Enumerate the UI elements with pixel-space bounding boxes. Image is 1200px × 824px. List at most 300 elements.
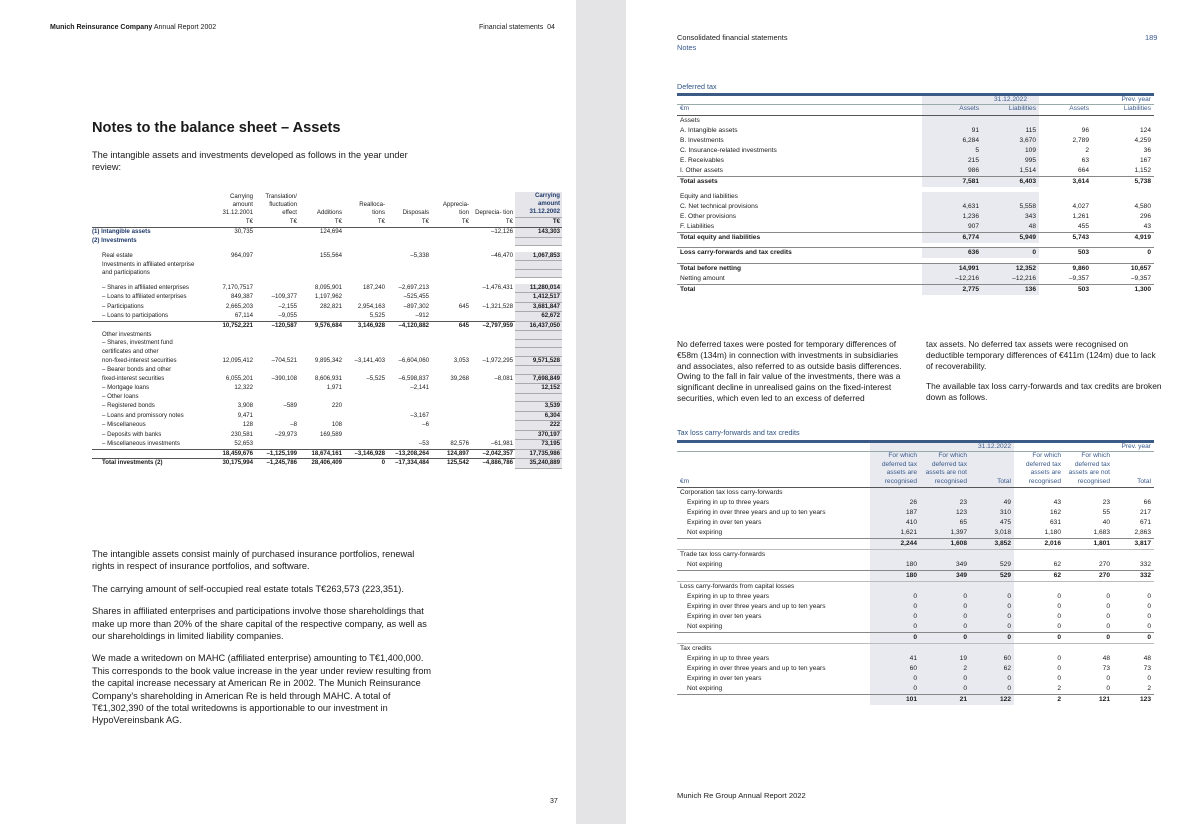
value-cell: 43: [1143, 222, 1151, 230]
row-label: fixed-interest securities: [102, 374, 165, 382]
value-cell: [299, 339, 344, 348]
value-cell: [344, 228, 387, 238]
row-label: Equity and liabilities: [680, 192, 738, 200]
value-cell: 115: [982, 126, 1039, 136]
unit-cell: T€: [255, 218, 299, 228]
value-cell: 0: [1057, 613, 1061, 621]
value-cell: 296: [1139, 212, 1151, 220]
table-row: [677, 518, 1154, 528]
value-cell: 0: [920, 674, 970, 684]
value-cell: 82,576: [450, 439, 469, 447]
value-cell: 5,743: [1039, 232, 1092, 243]
value-cell: [387, 269, 431, 278]
value-cell: –912: [415, 311, 429, 319]
value-cell: [299, 366, 344, 375]
value-cell: 0: [920, 684, 970, 695]
value-cell: 0: [970, 602, 1014, 612]
value-cell: [431, 269, 471, 278]
value-cell: [387, 339, 431, 348]
value-cell: –2,141: [410, 384, 429, 391]
value-cell: 18,674,161: [299, 449, 344, 459]
value-cell: –8: [290, 421, 297, 428]
value-cell: 0: [1092, 248, 1154, 259]
value-cell: [431, 284, 471, 293]
table-row: [677, 550, 1154, 561]
value-cell: 282,821: [319, 302, 342, 310]
value-cell: [431, 393, 471, 402]
row-label: Total before netting: [677, 263, 922, 274]
table-row: [92, 430, 562, 440]
value-cell: [387, 366, 431, 375]
value-cell: [982, 192, 1039, 202]
value-cell: [344, 269, 387, 278]
value-cell: [431, 348, 471, 357]
value-cell: 5,949: [982, 232, 1039, 243]
value-cell: 0: [970, 622, 1014, 633]
value-cell: [471, 384, 515, 394]
value-cell: –1,321,528: [482, 302, 513, 310]
value-cell: 503: [1039, 284, 1092, 295]
value-cell: [210, 269, 255, 278]
value-cell: 60: [870, 664, 920, 674]
table-row: [92, 331, 562, 340]
tax-loss-title: Tax loss carry-forwards and tax credits: [677, 428, 800, 437]
value-cell: [387, 228, 431, 238]
table-row: [92, 356, 562, 366]
value-cell: [920, 582, 970, 593]
value-cell: [471, 411, 515, 421]
value-cell: –704,521: [271, 356, 297, 364]
date-prev: Prev. year: [1092, 96, 1154, 105]
table-row: [677, 582, 1154, 593]
value-cell: 12,352: [982, 263, 1039, 274]
spacer: [920, 443, 970, 452]
right-header: [677, 33, 788, 53]
value-cell: [1014, 550, 1064, 561]
value-cell: –2,155: [278, 302, 297, 310]
table-row: [677, 212, 1154, 222]
value-cell: 0: [870, 674, 920, 684]
table-row: [677, 644, 1154, 655]
spacer: [1014, 443, 1064, 452]
value-cell: –4,120,882: [387, 321, 431, 331]
value-cell: [431, 252, 471, 261]
value-cell: 8,606,931: [314, 374, 342, 382]
value-cell: 664: [1077, 166, 1089, 174]
value-cell: [920, 644, 970, 655]
value-cell: –6: [422, 421, 429, 428]
value-cell: 39,268: [450, 374, 469, 382]
row-label: Tax credits: [677, 644, 870, 655]
value-cell: 222: [515, 421, 562, 431]
table-row: [677, 115, 1154, 126]
value-cell: [922, 115, 982, 126]
row-label: [677, 633, 870, 644]
table-row: [92, 339, 562, 348]
row-label: Total: [677, 284, 922, 295]
value-cell: 0: [920, 602, 970, 612]
value-cell: 0: [1147, 623, 1151, 631]
value-cell: 0: [1106, 603, 1110, 611]
value-cell: 1,197,962: [314, 293, 342, 300]
value-cell: 2,244: [870, 539, 920, 550]
row-label: – Loans and promissory notes: [102, 411, 184, 419]
value-cell: 1,300: [1092, 284, 1154, 295]
table-row: [677, 664, 1154, 674]
column-header: Total: [1113, 452, 1154, 488]
value-cell: [255, 384, 299, 394]
value-cell: 55: [1102, 509, 1110, 517]
value-cell: –2,697,213: [398, 283, 429, 291]
value-cell: [970, 644, 1014, 655]
value-cell: 9,895,342: [314, 356, 342, 364]
value-cell: 124: [1139, 126, 1151, 134]
left-header-section: [479, 24, 555, 31]
value-cell: [1014, 582, 1064, 593]
table-row: [677, 498, 1154, 508]
value-cell: –1,245,786: [255, 459, 299, 469]
value-cell: 49: [970, 498, 1014, 508]
value-cell: 10,657: [1092, 263, 1154, 274]
value-cell: 1,261: [1072, 212, 1089, 220]
row-label: – Loans to affiliated enterprises: [102, 293, 187, 300]
row-label: Expiring in over three years and up to ten years: [687, 665, 826, 673]
table-row: [92, 302, 562, 312]
value-cell: 645: [458, 302, 469, 310]
table-row: [677, 202, 1154, 212]
row-label: [92, 321, 210, 331]
value-cell: 23: [920, 498, 970, 508]
unit-cell: Assets: [1039, 105, 1092, 116]
value-cell: [299, 411, 344, 421]
paragraph: Shares in affiliated enterprises and participations involve those shareholdings that make up more than 20% of the share capital of the respective company, as well as our shareholdings in limited liability companies.: [92, 606, 427, 642]
value-cell: 332: [1139, 561, 1151, 569]
value-cell: [344, 348, 387, 357]
value-cell: [255, 284, 299, 293]
value-cell: 0: [1057, 675, 1061, 683]
value-cell: 0: [970, 674, 1014, 684]
table-row: [92, 312, 562, 322]
value-cell: [1092, 192, 1154, 202]
paragraph: The carrying amount of self-occupied real estate totals T€263,573 (223,351).: [92, 583, 404, 594]
value-cell: [344, 421, 387, 431]
value-cell: [344, 402, 387, 412]
value-cell: [210, 261, 255, 270]
unit-cell: [92, 218, 210, 228]
table-row: [92, 402, 562, 412]
row-label: [92, 449, 210, 459]
value-cell: 0: [1147, 675, 1151, 683]
unit-cell: T€: [387, 218, 431, 228]
value-cell: 124,897: [431, 449, 471, 459]
value-cell: [970, 488, 1014, 499]
value-cell: 2: [1014, 695, 1064, 706]
header-sub: Notes: [677, 43, 697, 52]
value-cell: [210, 393, 255, 402]
table-row: [92, 411, 562, 421]
right-page: [626, 0, 1200, 824]
value-cell: 0: [1106, 675, 1110, 683]
value-cell: 6,403: [982, 176, 1039, 187]
value-cell: [1092, 115, 1154, 126]
value-cell: 1,683: [1093, 529, 1110, 537]
value-cell: [299, 348, 344, 357]
value-cell: [255, 393, 299, 402]
value-cell: –53: [418, 439, 429, 447]
value-cell: 52,653: [234, 439, 253, 447]
value-cell: –8,081: [494, 374, 513, 382]
value-cell: 48: [1143, 655, 1151, 663]
table-row: [677, 508, 1154, 518]
value-cell: [210, 366, 255, 375]
value-cell: 0: [920, 622, 970, 633]
text-column-left: No deferred taxes were posted for temporary differences of €58m (134m) in connection with investments in subsidiaries and associates, also referred to as outside basis differences. Owing to the fall in fair value of the investments, there was a significant decline in unrealised gains on the fixed-interest securities, which even led to an excess of deferred: [677, 339, 902, 403]
column-header: Deprecia- tion: [475, 208, 513, 216]
value-cell: 28,406,409: [299, 459, 344, 469]
value-cell: 5,738: [1092, 176, 1154, 187]
value-cell: [1113, 644, 1154, 655]
value-cell: 2,863: [1134, 529, 1151, 537]
value-cell: 230,581: [230, 430, 253, 438]
table-row: [92, 384, 562, 394]
value-cell: [344, 440, 387, 450]
row-label: E. Other provisions: [680, 212, 737, 220]
value-cell: [515, 393, 562, 402]
table-row: [92, 261, 562, 270]
value-cell: –61,981: [490, 439, 513, 447]
row-label: non-fixed-interest securities: [102, 356, 177, 364]
value-cell: [515, 366, 562, 375]
column-header: Carrying amount 31.12.2001: [222, 192, 253, 216]
row-label: F. Liabilities: [680, 222, 715, 230]
value-cell: [515, 331, 562, 340]
value-cell: 455: [1077, 222, 1089, 230]
value-cell: 128: [242, 421, 253, 428]
value-cell: 108: [331, 421, 342, 428]
value-cell: 1,514: [982, 166, 1039, 177]
value-cell: 1,608: [920, 539, 970, 550]
value-cell: 14,991: [922, 263, 982, 274]
table-row: [92, 237, 562, 246]
value-cell: 41: [870, 654, 920, 664]
value-cell: [970, 550, 1014, 561]
table-row: [677, 684, 1154, 695]
value-cell: 0: [1057, 623, 1061, 631]
value-cell: [471, 312, 515, 322]
table-units-row: [92, 218, 562, 228]
header-section: Financial statements: [479, 24, 544, 31]
value-cell: 180: [870, 571, 920, 582]
value-cell: [1064, 488, 1113, 499]
value-cell: [299, 331, 344, 340]
value-cell: –9,055: [278, 311, 297, 319]
value-cell: 8,095,901: [314, 283, 342, 291]
table-row: [677, 602, 1154, 612]
value-cell: [431, 293, 471, 303]
value-cell: 162: [1049, 509, 1061, 517]
row-label: Corporation tax loss carry-forwards: [680, 489, 783, 497]
row-label: Total investments (2): [92, 459, 210, 469]
value-cell: [387, 402, 431, 412]
value-cell: 636: [922, 248, 982, 259]
value-cell: 0: [970, 592, 1014, 602]
table-row: [677, 560, 1154, 571]
value-cell: 121: [1064, 695, 1113, 706]
value-cell: [471, 339, 515, 348]
value-cell: 1,067,853: [515, 252, 562, 261]
value-cell: [970, 582, 1014, 593]
value-cell: [344, 261, 387, 270]
table-row: [92, 293, 562, 303]
value-cell: 2: [1057, 685, 1061, 693]
value-cell: 0: [920, 633, 970, 644]
spacer: [870, 443, 920, 452]
value-cell: 4,027: [1072, 202, 1089, 210]
spacer: [1039, 96, 1092, 105]
table-row: [677, 176, 1154, 187]
value-cell: 907: [922, 222, 982, 233]
value-cell: 529: [970, 560, 1014, 571]
value-cell: –2,797,959: [471, 321, 515, 331]
paragraph: tax assets. No deferred tax assets were recognised on deductible temporary differences of €411m (124m) due to lack of recoverability.: [926, 339, 1156, 371]
left-body-text: [92, 548, 437, 727]
value-cell: [299, 269, 344, 278]
value-cell: 964,097: [230, 251, 253, 259]
paragraph: The intangible assets consist mainly of purchased insurance portfolios, renewal rights in respect of insurance portfolios, and software.: [92, 549, 415, 572]
row-label: – Registered bonds: [102, 402, 155, 409]
value-cell: [1113, 488, 1154, 499]
table-row: [677, 571, 1154, 582]
value-cell: 167: [1139, 156, 1151, 164]
value-cell: [255, 237, 299, 246]
value-cell: –6,604,060: [398, 356, 429, 364]
value-cell: [299, 393, 344, 402]
table-row: [677, 263, 1154, 274]
column-header: For which deferred tax assets are not recognised: [920, 452, 970, 488]
row-label: Assets: [680, 116, 700, 124]
value-cell: 4,580: [1134, 202, 1151, 210]
value-cell: [870, 644, 920, 655]
value-cell: 4,919: [1092, 232, 1154, 243]
value-cell: 4,259: [1134, 136, 1151, 144]
value-cell: [255, 366, 299, 375]
value-cell: 35,240,889: [515, 459, 562, 469]
value-cell: 12,152: [515, 384, 562, 394]
row-label: Expiring in over ten years: [687, 675, 762, 683]
value-cell: –3,146,928: [344, 449, 387, 459]
value-cell: 3,817: [1113, 539, 1154, 550]
table-row: [92, 321, 562, 331]
value-cell: [920, 488, 970, 499]
row-label: – Loans to participations: [102, 311, 169, 319]
value-cell: [299, 261, 344, 270]
table-row: [677, 126, 1154, 136]
value-cell: 43: [1053, 499, 1061, 507]
table-row: [677, 248, 1154, 259]
row-label: – Deposits with banks: [102, 430, 162, 438]
unit-cell: €m: [677, 105, 922, 116]
value-cell: 10,752,221: [210, 321, 255, 331]
value-cell: –5,338: [410, 251, 429, 259]
value-cell: –109,377: [271, 293, 297, 300]
value-cell: 7,170,7517: [222, 283, 253, 291]
unit-cell: T€: [471, 218, 515, 228]
table-row: [677, 156, 1154, 166]
value-cell: 187,240: [362, 283, 385, 291]
row-label: [677, 571, 870, 582]
value-cell: 4,631: [922, 202, 982, 212]
value-cell: 40: [1102, 519, 1110, 527]
row-label: [677, 695, 870, 706]
value-cell: 0: [1057, 655, 1061, 663]
value-cell: 19: [920, 654, 970, 664]
value-cell: 12,095,412: [222, 356, 253, 364]
value-cell: [471, 348, 515, 357]
value-cell: 96: [1081, 126, 1089, 134]
spacer: [677, 96, 922, 105]
value-cell: 101: [870, 695, 920, 706]
value-cell: –13,208,264: [387, 449, 431, 459]
header-report: Annual Report 2002: [153, 24, 217, 31]
date-prev: Prev. year: [1113, 443, 1154, 452]
row-label: E. Receivables: [680, 156, 724, 164]
spacer: [677, 443, 870, 452]
spacer: [1064, 443, 1113, 452]
table-row: [677, 528, 1154, 539]
value-cell: 0: [1057, 665, 1061, 673]
value-cell: 5,525: [369, 311, 385, 319]
value-cell: 62: [1014, 571, 1064, 582]
value-cell: –525,455: [403, 293, 429, 300]
value-cell: 1,236: [922, 212, 982, 222]
value-cell: 65: [920, 518, 970, 528]
value-cell: 2,665,203: [225, 302, 253, 310]
value-cell: 217: [1139, 509, 1151, 517]
value-cell: 343: [982, 212, 1039, 222]
value-cell: 124,694: [319, 228, 342, 236]
value-cell: [431, 421, 471, 431]
row-label: Expiring in over ten years: [687, 519, 762, 527]
value-cell: 6,284: [922, 136, 982, 146]
row-label: Expiring in over three years and up to ten years: [687, 603, 826, 611]
row-label: certificates and other: [102, 347, 159, 355]
deferred-tax-table: [677, 93, 1154, 295]
value-cell: 6,055,201: [225, 374, 253, 382]
value-cell: [255, 228, 299, 238]
row-label: Not expiring: [687, 623, 723, 631]
value-cell: 122: [970, 695, 1014, 706]
value-cell: –12,216: [922, 274, 982, 285]
column-header: Translation/ fluctuation effect: [265, 192, 297, 216]
value-cell: [255, 269, 299, 278]
value-cell: 2,016: [1014, 539, 1064, 550]
row-label: Trade tax loss carry-forwards: [677, 550, 870, 561]
value-cell: –120,587: [255, 321, 299, 331]
value-cell: [299, 237, 344, 246]
value-cell: 123: [920, 508, 970, 518]
date-current: 31.12.2022: [982, 96, 1039, 105]
unit-cell: Assets: [922, 105, 982, 116]
row-label: Not expiring: [687, 561, 723, 569]
row-label: Netting amount: [680, 274, 725, 282]
value-cell: 215: [922, 156, 982, 166]
table-row: [92, 284, 562, 293]
right-footer: Munich Re Group Annual Report 2022: [677, 791, 806, 800]
value-cell: 3,146,928: [344, 321, 387, 331]
value-cell: [344, 252, 387, 261]
value-cell: 136: [982, 284, 1039, 295]
value-cell: 0: [1106, 593, 1110, 601]
